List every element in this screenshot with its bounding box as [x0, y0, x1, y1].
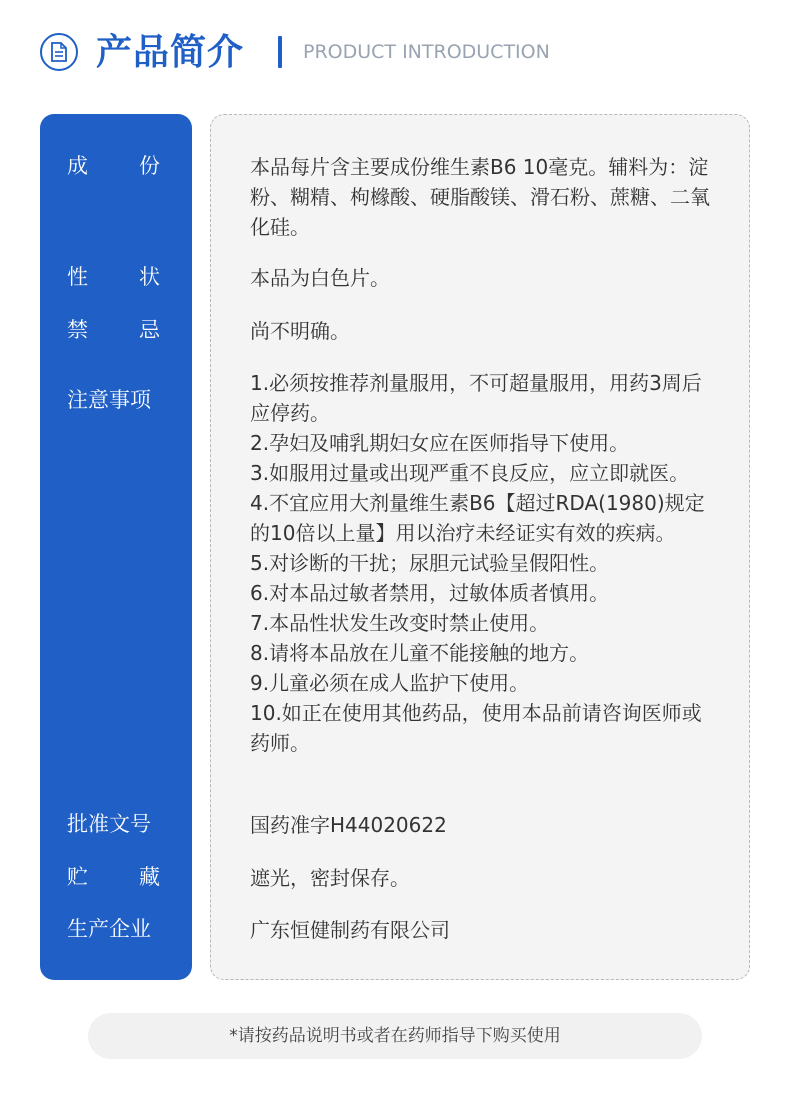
- list-item: 9.儿童必须在成人监护下使用。: [250, 671, 530, 695]
- list-item: 3.如服用过量或出现严重不良反应，应立即就医。: [250, 461, 690, 485]
- list-item: 10.如正在使用其他药品，使用本品前请咨询医师或药师。: [250, 701, 702, 755]
- content-panel: [210, 114, 750, 980]
- character-text: 本品为白色片。: [250, 266, 390, 290]
- manufacturer-text: 广东恒健制药有限公司: [250, 918, 450, 942]
- list-item: 1.必须按推荐剂量服用，不可超量服用，用药3周后应停药。: [250, 371, 702, 425]
- list-item: 6.对本品过敏者禁用，过敏体质者慎用。: [250, 581, 610, 605]
- list-item: 4.不宜应用大剂量维生素B6【超过RDA(1980)规定的10倍以上量】用以治疗未经证实有效的疾病。: [250, 491, 705, 545]
- label-ingredients: 成 份: [67, 154, 160, 178]
- list-item: 2.孕妇及哺乳期妇女应在医师指导下使用。: [250, 431, 630, 455]
- label-contraindications: 禁 忌: [67, 318, 160, 342]
- label-approval: 批准文号: [67, 812, 151, 836]
- list-item: 5.对诊断的干扰；尿胆元试验呈假阳性。: [250, 551, 610, 575]
- contraindications-text: 尚不明确。: [250, 319, 350, 343]
- document-icon: [40, 33, 78, 71]
- label-character: 性 状: [67, 265, 160, 289]
- label-column: [40, 114, 192, 980]
- approval-number: 国药准字H44020622: [250, 813, 447, 837]
- notes-list: [250, 368, 720, 758]
- label-storage: 贮 藏: [67, 865, 160, 889]
- page-title: 产品简介: [96, 32, 245, 73]
- storage-text: 遮光，密封保存。: [250, 866, 410, 890]
- list-item: 7.本品性状发生改变时禁止使用。: [250, 611, 550, 635]
- ingredients-text: 本品每片含主要成份维生素B6 10毫克。辅料为：淀粉、糊精、枸橼酸、硬脂酸镁、滑石粉、蔗糖、二氧化硅。: [250, 155, 710, 239]
- page-subtitle: PRODUCT INTRODUCTION: [303, 41, 550, 63]
- label-manufacturer: 生产企业: [67, 917, 151, 941]
- purchase-notice: *请按药品说明书或者在药师指导下购买使用: [88, 1013, 702, 1059]
- label-notes: 注意事项: [67, 388, 151, 412]
- title-divider: [278, 36, 282, 68]
- list-item: 8.请将本品放在儿童不能接触的地方。: [250, 641, 590, 665]
- section-header: [40, 30, 750, 76]
